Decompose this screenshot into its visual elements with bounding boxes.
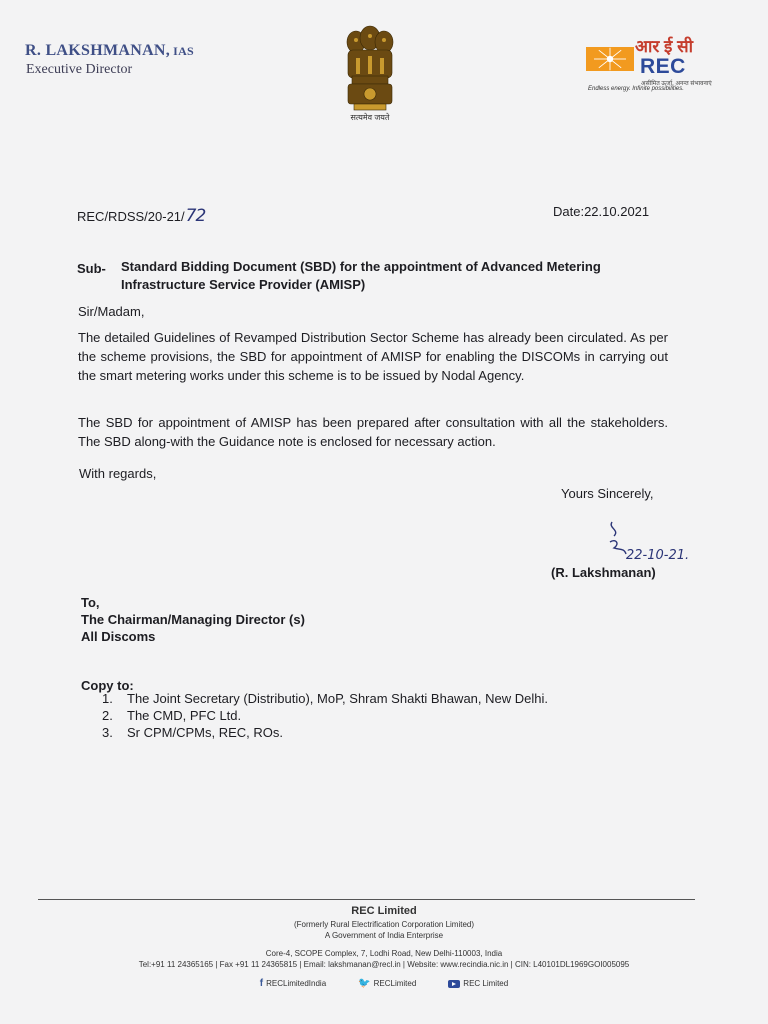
emblem-motto: सत्यमेव जयते — [350, 113, 390, 122]
copy-to-label: Copy to: — [81, 678, 134, 693]
social-twitter[interactable]: 🐦 RECLimited — [358, 978, 417, 989]
sender-name-text: R. LAKSHMANAN, — [25, 42, 171, 59]
rec-logo-sun-icon — [586, 35, 634, 83]
logo-tagline-hindi: असीमित ऊर्जा, अनन्त संभावनाएं — [641, 81, 712, 87]
subject-label: Sub- — [77, 261, 106, 276]
addressee-line-2: All Discoms — [81, 629, 156, 644]
footer-former-name: (Formerly Rural Electrification Corporation Limited) — [293, 920, 475, 929]
signer-name: (R. Lakshmanan) — [551, 565, 656, 580]
footer-social-links — [0, 978, 768, 989]
list-item: 1. The Joint Secretary (Distributio), MoP, Shram Shakti Bhawan, New Delhi. — [102, 691, 548, 706]
salutation: Sir/Madam, — [78, 304, 145, 319]
facebook-icon: f — [259, 978, 264, 989]
social-facebook[interactable]: f RECLimitedIndia — [259, 978, 327, 989]
logo-brand-text: REC — [640, 55, 686, 78]
signature-date: 22-10-21. — [626, 548, 690, 563]
twitter-icon: 🐦 — [358, 978, 371, 989]
social-youtube[interactable]: REC Limited — [448, 978, 508, 989]
body-paragraph-2: The SBD for appointment of AMISP has been prepared after consultation with all the stakeholders. The SBD along-with the Guidance note is enclosed for necessary action. — [78, 415, 668, 449]
logo-tagline: Endless energy. Infinite possibilities. — [588, 86, 684, 92]
national-emblem-icon — [334, 20, 406, 118]
reference-number — [77, 206, 205, 226]
footer-divider — [38, 899, 695, 900]
letter-date: Date:22.10.2021 — [553, 204, 650, 219]
addressee-label: To, — [81, 595, 100, 610]
footer-govt: A Government of India Enterprise — [324, 931, 444, 940]
list-item: 3. Sr CPM/CPMs, REC, ROs. — [102, 725, 284, 740]
addressee-block — [81, 594, 305, 645]
sender-role: Executive Director — [26, 62, 133, 77]
footer-contact: Tel:+91 11 24365165 | Fax +91 11 24365815 | Email: lakshmanan@recl.in | Website: www.recindia.nic.in | CIN: L40101DL1969GOI005095 — [138, 960, 630, 969]
list-item: 2. The CMD, PFC Ltd. — [102, 708, 242, 723]
closing: With regards, — [79, 466, 157, 481]
subject-text: Standard Bidding Document (SBD) for the appointment of Advanced Metering Infrastructure Service Provider (AMISP) — [121, 259, 601, 292]
reference-text: REC/RDSS/20-21/ — [77, 209, 185, 224]
logo-hindi-text: आर ई सी — [635, 37, 694, 56]
addressee-line-1: The Chairman/Managing Director (s) — [81, 612, 305, 627]
footer-address: Core-4, SCOPE Complex, 7, Lodhi Road, New Delhi-110003, India — [265, 949, 503, 958]
reference-handwritten: 72 — [185, 206, 206, 226]
footer-company: REC Limited — [351, 905, 417, 917]
sender-name-suffix: IAS — [173, 44, 195, 58]
copy-to-list — [102, 690, 548, 741]
sender-name — [25, 42, 194, 60]
body-paragraph-1: The detailed Guidelines of Revamped Distribution Sector Scheme has already been circulated. As per the scheme provisions, the SBD for appointment of AMISP for enabling the DISCOMs in carrying out the smart metering works under this scheme is to be issued by Nodal Agency. — [78, 330, 668, 383]
sign-off: Yours Sincerely, — [561, 486, 654, 501]
youtube-icon — [448, 980, 460, 988]
